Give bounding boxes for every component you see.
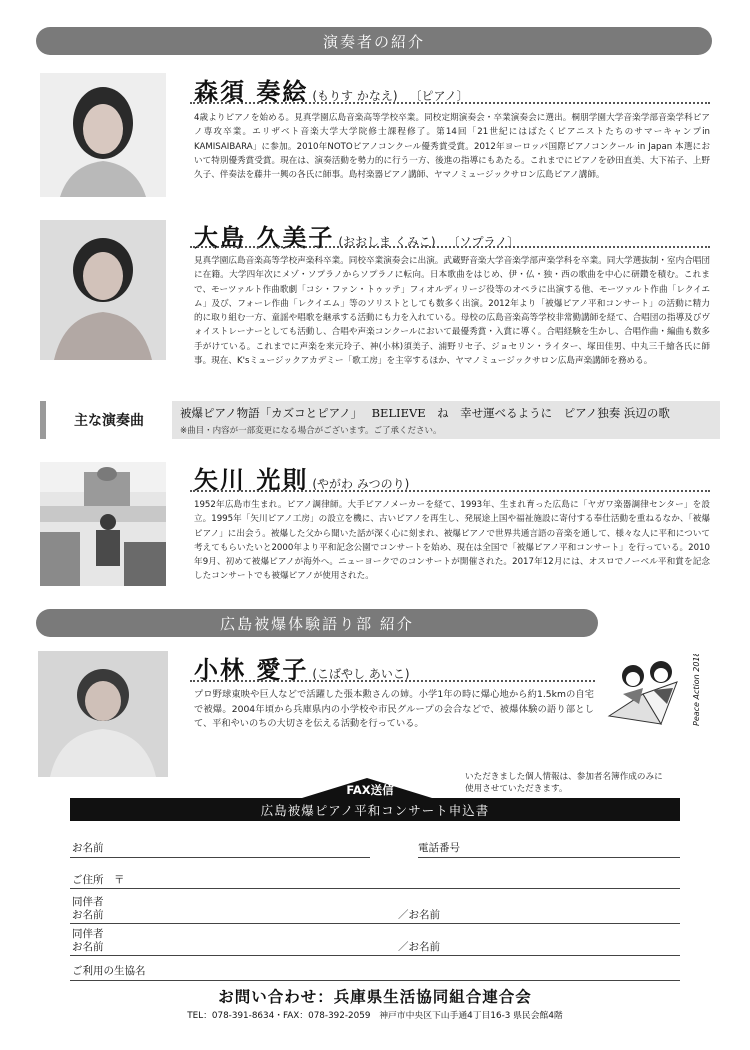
peace-action-logo — [603, 654, 713, 734]
form-title-bar — [70, 798, 680, 821]
address-field[interactable] — [70, 888, 680, 889]
repertoire-songs: 被爆ピアノ物語「カズコとピアノ」 BELIEVE ね 幸せ運べるように ピアノ独奏 浜辺の歌 — [180, 406, 670, 420]
performer-name: 大島 久美子 — [194, 223, 335, 252]
coop-field[interactable] — [70, 980, 680, 981]
storyteller-photo — [38, 651, 168, 777]
repertoire-label: 主な演奏曲 — [40, 401, 172, 439]
performer-kana: (おおしま くみこ) — [338, 235, 436, 249]
performer-bio: 1952年広島市生まれ。ピアノ調律師。大手ピアノメーカーを経て、1993年、生まれ育った広島に「ヤガワ楽器調律センター」を設立。1995年「矢川ピアノ工房」の設立を機に、古いピアノを再生し、発展途上国や福祉施設に寄付する奉仕活動を重ねるなか、「被爆ピアノ」に出会う。被爆した父から聞いた話が深く心に刻まれ、被爆ピアノで世界共通言語の音楽を通して、様々な人に平和について考えてもらいたいと2000年より平和記念公園でコンサートを始め、現在は全国で「被爆ピアノ平和コンサート」を行っている。2010年9月、初めて被爆ピアノが海外へ。ニューヨークでのコンサートが開催された。2017年12月には、オスロでノーベル平和賞を記念したコンサートでも被爆ピアノが使用された。 — [194, 500, 710, 582]
performer-kana: (もりす かなえ) — [312, 89, 398, 103]
section-banner-performers — [36, 27, 712, 55]
dotted-divider — [190, 102, 710, 104]
contact-title: お問い合わせ：兵庫県生活協同組合連合会 — [218, 988, 532, 1006]
performer-photo-moris — [40, 73, 166, 197]
performer-role: 〔ソプラノ〕 — [447, 235, 520, 249]
performer-role: 〔ピアノ〕 — [409, 89, 469, 103]
companion-label-line: お名前 — [72, 941, 104, 953]
name-field[interactable] — [70, 857, 370, 858]
companion1-field[interactable] — [70, 923, 680, 924]
performer-kana: (やがわ みつのり) — [312, 477, 410, 491]
contact-details: TEL：078-391-8634・FAX：078-392-2059 神戸市中央区下山手通4丁目16-3 県民会館4階 — [187, 1011, 563, 1021]
address-label: ご住所 〒 — [72, 874, 125, 886]
dotted-divider — [190, 246, 710, 248]
storyteller-bio: プロ野球東映や巨人などで活躍した張本勲さんの姉。小学1年の時に爆心地から約1.5kmの自宅で被爆。2004年頃から兵庫県内の小学校や市民グループの会合などで、被爆体験の語り部として、平和やいのちの大切さを伝える活動を行っている。 — [194, 689, 594, 729]
companion2-field[interactable] — [70, 955, 680, 956]
performer-name: 森須 奏絵 — [194, 77, 309, 106]
companion2-label — [72, 928, 104, 954]
storyteller-kana: (こばやし あいこ) — [312, 667, 410, 681]
repertoire-note: ※曲目・内容が一部変更になる場合がございます。ご了承ください。 — [180, 426, 442, 436]
performer-bio: 見真学園広島音楽高等学校声楽科卒業。同校卒業演奏会に出演。武蔵野音楽大学音楽学部声楽学科を卒業。同大学選抜制・室内合唱団に在籍。大学四年次にメゾ・ソプラノからソプラノに転向。日本歌曲をはじめ、伊・仏・独・西の歌曲を中心に研鑽を積む。これまで、モーツァルト作曲歌劇「コシ・ファン・トゥッテ」フィオルディリージ役等のオペラに出演する他、モーツァルト作曲「レクイエム」及び、フォーレ作曲「レクイエム」等のソリストとしても数多く出演。2012年より「被爆ピアノ平和コンサート」の活動に精力的に取り組む一方、童謡や唱歌を継承する活動にも力を入れている。母校の広島音楽高等学校非常勤講師を経て、合唱団の指導及びヴォイストレーナーとしても活動し、合唱や声楽コンクールにおいて最優秀賞・入賞に導く。合唱経験を生かし、合唱作曲・編曲も数多手がけている。これまでに声楽を来元玲子、神(小林)須美子、浦野リセ子、ジョセリン・ライター、塚田佳男、中丸三千繪各氏に師事。現在、K'sミュージックアカデミー「歌工房」を主宰するほか、ヤマノミュージックサロン広島声楽講師を務める。 — [194, 256, 710, 367]
phone-field[interactable] — [418, 857, 680, 858]
companion1-second-label: ／お名前 — [398, 909, 440, 921]
performer-bio: 4歳よりピアノを始める。見真学園広島音楽高等学校卒業。同校定期演奏会・卒業演奏会に選出。桐朋学園大学音楽学部音楽学科ピアノ専攻卒業。エリザベト音楽大学大学院修士課程修了。第14回「21世紀にはばたくピアニストたちのサマーキャンプin KAMISAIBARA」に参加。2010年NOTOピアノコンクール優秀賞受賞。2012年ヨーロッパ国際ピアノコンクール in Japan 本選において特別優秀賞受賞。現在は、演奏活動を勢力的に行う一方、後進の指導にもあたる。これまでにピアノを砂田直美、大下祐子、上野久子、伴奏法を藤井一興の各氏に師事。島村楽器ピアノ講師、ヤマノミュージックサロン広島ピアノ講師。 — [194, 113, 710, 181]
performer-photo-yagawa — [40, 462, 166, 586]
fax-label: FAX送信 — [346, 783, 394, 797]
name-label: お名前 — [72, 842, 104, 854]
coop-label: ご利用の生協名 — [72, 965, 146, 977]
companion1-label — [72, 896, 104, 922]
dotted-divider — [190, 680, 595, 682]
logo-text: Peace Action 2018 — [692, 654, 701, 726]
companion-label-line: 同伴者 — [72, 928, 104, 940]
phone-label: 電話番号 — [418, 842, 460, 854]
dotted-divider — [190, 490, 710, 492]
section-title: 演奏者の紹介 — [322, 32, 425, 51]
section-title: 広島被爆体験語り部 紹介 — [220, 614, 414, 633]
privacy-line: 使用させていただきます。 — [465, 784, 568, 794]
form-title: 広島被爆ピアノ平和コンサート申込書 — [260, 802, 490, 818]
privacy-line: いただきました個人情報は、参加者名簿作成のみに — [465, 772, 663, 782]
storyteller-name: 小林 愛子 — [194, 655, 309, 684]
performer-name: 矢川 光則 — [194, 465, 309, 494]
privacy-note — [465, 771, 663, 795]
performer-photo-oshima — [40, 220, 166, 360]
companion-label-line: お名前 — [72, 909, 104, 921]
companion-label-line: 同伴者 — [72, 896, 104, 908]
section-banner-storyteller — [36, 609, 598, 637]
companion2-second-label: ／お名前 — [398, 941, 440, 953]
